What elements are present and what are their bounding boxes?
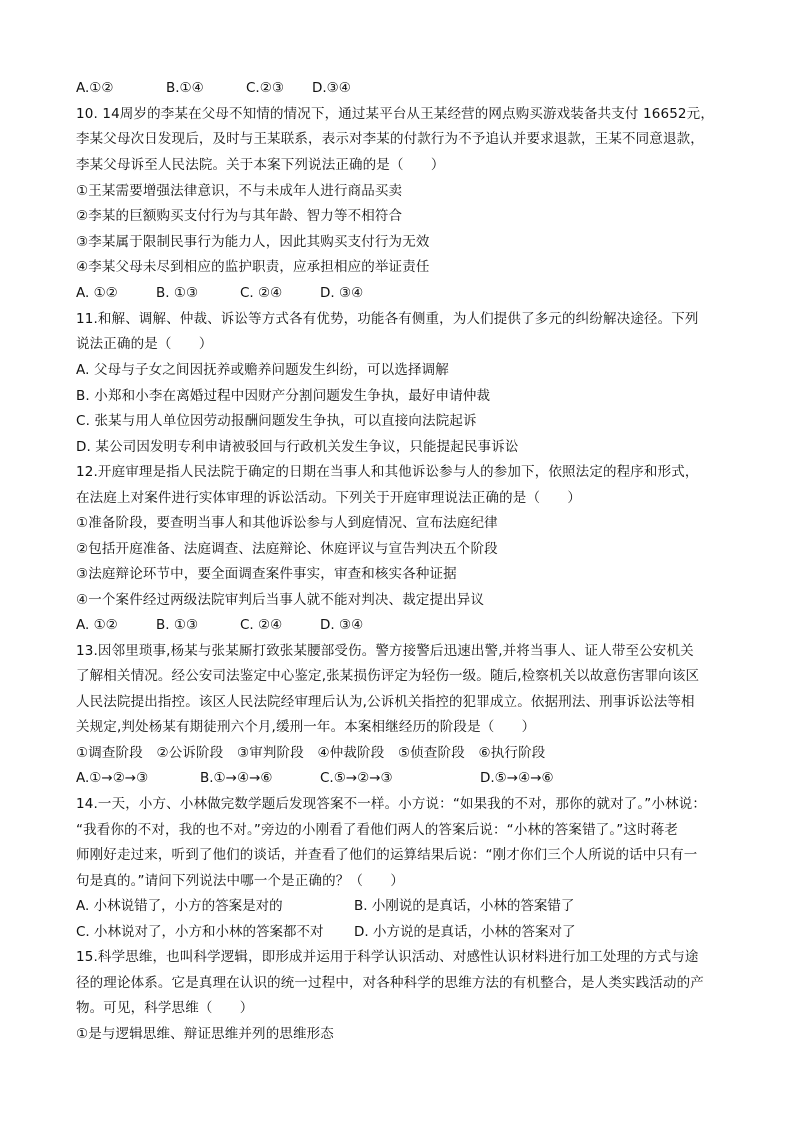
q14-choice-d: D. 小方说的是真话，小林的答案对了 — [354, 924, 576, 940]
q9-option-a: A.①② — [76, 80, 114, 96]
q14-stem-line-3: 师刚好走过来，听到了他们的谈话，并查看了他们的运算结果后说：“刚才你们三个人所说的话中只有一 — [76, 847, 698, 863]
q11-stem-line-1: 11.和解、调解、仲裁、诉讼等方式各有优势，功能各有侧重，为人们提供了多元的纠纷解决途径。下列 — [76, 311, 699, 327]
q11-stem-line-2: 说法正确的是（ ） — [76, 336, 213, 352]
q10-stem-line-3: 李某父母诉至人民法院。关于本案下列说法正确的是（ ） — [76, 157, 445, 173]
q15-item-1: ①是与逻辑思维、辩证思维并列的思维形态 — [76, 1026, 334, 1042]
q14-choice-c: C. 小林说对了，小方和小林的答案都不对 — [76, 924, 324, 940]
q12-item-1: ①准备阶段，要查明当事人和其他诉讼参与人到庭情况、宣布法庭纪律 — [76, 515, 498, 531]
q13-stem-line-4: 关规定,判处杨某有期徒刑六个月,缓刑一年。本案相继经历的阶段是（ ） — [76, 719, 536, 735]
q14-stem-line-1: 14.一天，小方、小林做完数学题后发现答案不一样。小方说：“如果我的不对，那你的就对了。”小林说： — [76, 796, 707, 812]
q10-item-1: ①王某需要增强法律意识，不与未成年人进行商品买卖 — [76, 183, 403, 199]
q10-option-a: A. ①② — [76, 285, 118, 301]
q9-option-d: D.③④ — [312, 80, 351, 96]
q15-stem-line-3: 物。可见，科学思维（ ） — [76, 1000, 254, 1016]
q13-option-b: B.①→④→⑥ — [200, 770, 273, 786]
q13-stem-line-1: 13.因邻里琐事,杨某与张某厮打致张某腰部受伤。警方接警后迅速出警,并将当事人、证人带至公安机关 — [76, 643, 694, 659]
q9-option-c: C.②③ — [246, 80, 284, 96]
q14-stem-line-2: “我看你的不对，我的也不对。”旁边的小刚看了看他们两人的答案后说：“小林的答案错了。”这时蒋老 — [76, 822, 679, 838]
q14-choice-b: B. 小刚说的是真话，小林的答案错了 — [354, 898, 575, 914]
q12-item-4: ④一个案件经过两级法院审判后当事人就不能对判决、裁定提出异议 — [76, 592, 485, 608]
q13-stem-line-3: 人民法院提出指控。该区人民法院经审理后认为,公诉机关指控的犯罪成立。依据刑法、刑事诉讼法等相 — [76, 694, 695, 710]
q10-item-2: ②李某的巨额购买支付行为与其年龄、智力等不相符合 — [76, 208, 403, 224]
q15-stem-line-1: 15.科学思维，也叫科学逻辑，即形成并运用于科学认识活动、对感性认识材料进行加工处理的方式与途 — [76, 949, 699, 965]
q10-item-4: ④李某父母未尽到相应的监护职责，应承担相应的举证责任 — [76, 259, 430, 275]
q10-item-3: ③李某属于限制民事行为能力人，因此其购买支付行为无效 — [76, 234, 430, 250]
q12-item-2: ②包括开庭准备、法庭调查、法庭辩论、休庭评议与宣告判决五个阶段 — [76, 541, 498, 557]
q13-stem-line-2: 了解相关情况。经公安司法鉴定中心鉴定,张某损伤评定为轻伤一级。随后,检察机关以故意伤害罪向该区 — [76, 668, 700, 684]
q10-option-b: B. ①③ — [156, 285, 199, 301]
q15-stem-line-2: 径的理论体系。它是真理在认识的统一过程中，对各种科学的思维方法的有机整合，是人类实践活动的产 — [76, 975, 704, 991]
q13-option-a: A.①→②→③ — [76, 770, 149, 786]
q13-option-c: C.⑤→②→③ — [320, 770, 393, 786]
q10-option-d: D. ③④ — [320, 285, 364, 301]
q12-option-c: C. ②④ — [240, 617, 283, 633]
q11-choice-a: A. 父母与子女之间因抚养或赡养问题发生纠纷，可以选择调解 — [76, 362, 449, 378]
q10-stem-line-2: 李某父母次日发现后，及时与王某联系，表示对李某的付款行为不予追认并要求退款，王某不同意退款， — [76, 131, 704, 147]
q12-stem-line-1: 12.开庭审理是指人民法院于确定的日期在当事人和其他诉讼参与人的参加下，依照法定的程序和形式， — [76, 464, 699, 480]
q13-stages: ①调查阶段 ②公诉阶段 ③审判阶段 ④仲裁阶段 ⑤侦查阶段 ⑥执行阶段 — [76, 745, 546, 761]
q12-option-b: B. ①③ — [156, 617, 199, 633]
q10-stem-line-1: 10. 14周岁的李某在父母不知情的情况下，通过某平台从王某经营的网点购买游戏装备共支付 16652元， — [76, 106, 714, 122]
q14-stem-line-4: 句是真的。”请问下列说法中哪一个是正确的？（ ） — [76, 873, 404, 889]
q9-option-b: B.①④ — [166, 80, 204, 96]
q12-option-d: D. ③④ — [320, 617, 364, 633]
q11-choice-c: C. 张某与用人单位因劳动报酬问题发生争执，可以直接向法院起诉 — [76, 413, 477, 429]
q12-item-3: ③法庭辩论环节中，要全面调查案件事实，审查和核实各种证据 — [76, 566, 457, 582]
q12-stem-line-2: 在法庭上对案件进行实体审理的诉讼活动。下列关于开庭审理说法正确的是（ ） — [76, 490, 582, 506]
q12-option-a: A. ①② — [76, 617, 118, 633]
q13-option-d: D.⑤→④→⑥ — [480, 770, 554, 786]
q11-choice-d: D. 某公司因发明专利申请被驳回与行政机关发生争议，只能提起民事诉讼 — [76, 439, 519, 455]
q10-option-c: C. ②④ — [240, 285, 283, 301]
q11-choice-b: B. 小郑和小李在离婚过程中因财产分割问题发生争执，最好申请仲裁 — [76, 388, 491, 404]
q14-choice-a: A. 小林说错了，小方的答案是对的 — [76, 898, 283, 914]
